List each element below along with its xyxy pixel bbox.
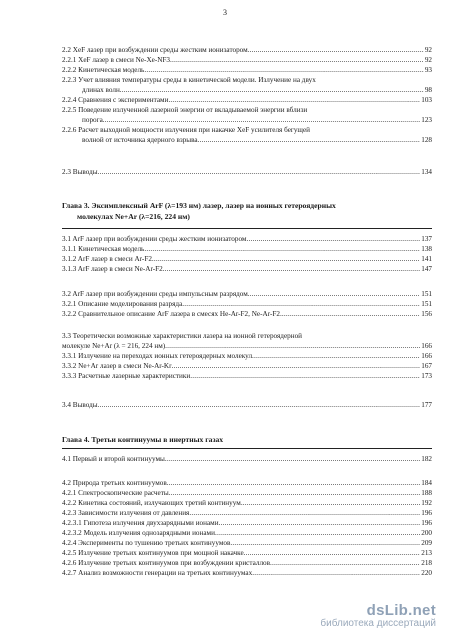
toc-entry: [62, 105, 432, 115]
toc-entry-title: 4.2.7 Анализ возможности генерации на третьих континуумах: [62, 569, 253, 577]
toc-entry-title: 3.1.3 ArF лазер в смеси Ne-Ar-F2: [62, 265, 163, 273]
leader-dots: [98, 400, 421, 410]
toc-section-4-1: [62, 454, 432, 464]
toc-entry: [62, 548, 432, 558]
toc-entry-title: 2.2.5 Поведение излученной лазерной энергии от вкладываемой энергии вблизи: [62, 106, 308, 114]
toc-page-number: 196: [421, 509, 432, 517]
leader-dots: [241, 498, 420, 508]
watermark-logo: dsLib.net: [366, 602, 436, 619]
toc-section-2-3: [62, 167, 432, 177]
chapter-3-title-line1: Глава 3. Эксимплексный ArF (λ=193 нм) лазер, лазер на ионных гетероядерных: [62, 201, 336, 210]
toc-entry-title: 4.2.1 Спектроскопические расчеты: [62, 489, 169, 497]
chapter-3-rule: [62, 228, 432, 229]
leader-dots: [198, 135, 421, 145]
toc-entry: [62, 45, 432, 55]
toc-entry: [62, 125, 432, 135]
toc-page-number: 134: [421, 168, 432, 176]
chapter-4-heading: [62, 434, 432, 445]
toc-entry-title: 3.3.3 Расчетные лазерные характеристики: [62, 372, 191, 380]
toc-entry-title: 4.2.6 Излучение третьих континуумов при возбуждении кристаллов: [62, 559, 271, 567]
toc-entry-title: 4.2.4 Эксперименты по тушению третьих континуумов: [62, 539, 231, 547]
toc-page-number: 177: [421, 401, 432, 409]
leader-dots: [144, 65, 423, 75]
leader-dots: [248, 45, 424, 55]
leader-dots: [248, 289, 420, 299]
leader-dots: [244, 548, 421, 558]
toc-page-number: 98: [424, 86, 432, 94]
chapter-4-rule: [62, 448, 432, 449]
watermark: [320, 602, 436, 629]
toc-entry-continuation: [62, 115, 432, 125]
leader-dots: [246, 234, 420, 244]
leader-dots: [182, 299, 420, 309]
leader-dots: [252, 568, 420, 578]
toc-entry-title: 3.3.1 Излучение на переходах ионных гетероядерных молекул: [62, 352, 253, 360]
leader-dots: [152, 254, 420, 264]
toc-page-number: 151: [421, 290, 432, 298]
toc-page-number: 92: [424, 56, 432, 64]
toc-entry-title: 3.1 ArF лазер при возбуждении среды жестким ионизатором: [62, 235, 247, 243]
toc-page-number: 123: [421, 116, 432, 124]
toc-section-3-4: [62, 400, 432, 410]
leader-dots: [230, 538, 420, 548]
toc-entry-title: 4.2.5 Излучение третьих континуумов при мощной накачке: [62, 549, 244, 557]
toc-entry-title: 2.2.6 Расчет выходной мощности излучения при накачке XeF усилителя бегущей: [62, 126, 310, 134]
toc-entry-title: 3.3 Теоретически возможные характеристики лазера на ионной гетероядерной: [62, 332, 303, 340]
toc-section-3-1: [62, 234, 432, 274]
toc-page-number: 156: [421, 310, 432, 318]
toc-entry: [62, 234, 432, 244]
leader-dots: [168, 95, 420, 105]
toc-entry: [62, 454, 432, 464]
chapter-3-title-line2: молекулах Ne+Ar (λ=216, 224 нм): [77, 212, 190, 221]
toc-entry: [62, 371, 432, 381]
toc-entry: [62, 361, 432, 371]
toc-entry-title: 3.2 ArF лазер при возбуждении среды импульсным разрядом: [62, 290, 248, 298]
toc-entry-title-continued: порога: [82, 116, 103, 124]
toc-entry: [62, 65, 432, 75]
page-number: 3: [223, 8, 227, 17]
toc-entry-title: 4.1 Первый и второй континуумы: [62, 455, 165, 463]
toc-entry: [62, 488, 432, 498]
toc-entry-continuation: [62, 85, 432, 95]
toc-entry-title: 2.2.1 XeF лазер в смеси Ne-Xe-NF3: [62, 56, 171, 64]
toc-page-number: 151: [421, 300, 432, 308]
toc-entry-title-continued: молекуле Ne+Ar (λ = 216, 224 нм): [62, 342, 166, 350]
toc-entry: [62, 331, 432, 341]
leader-dots: [219, 518, 421, 528]
toc-entry-title: 2.2.2 Кинетическая модель: [62, 66, 145, 74]
toc-section-3-2: [62, 289, 432, 319]
toc-entry-title: 4.2.3.1 Гипотеза излучения двухзарядными ионами: [62, 519, 219, 527]
toc-page-number: 192: [421, 499, 432, 507]
toc-entry-title: 4.2.2 Кинетика состояний, излучающих третий континуум: [62, 499, 241, 507]
toc-entry-title: 3.2.2 Сравнительное описание ArF лазера в смесях He-Ar-F2, Ne-Ar-F2: [62, 310, 280, 318]
toc-entry: [62, 289, 432, 299]
toc-page-number: 128: [421, 136, 432, 144]
toc-section-2-2: [62, 45, 432, 145]
toc-page-number: 196: [421, 519, 432, 527]
leader-dots: [172, 361, 421, 371]
toc-entry-title: 4.2 Природа третьих континуумов: [62, 479, 167, 487]
leader-dots: [270, 558, 420, 568]
toc-entry-title: 3.1.1 Кинетическая модель: [62, 245, 145, 253]
toc-entry: [62, 568, 432, 578]
leader-dots: [103, 115, 420, 125]
toc-page-number: 138: [421, 245, 432, 253]
chapter-3-heading: [62, 200, 432, 222]
toc-page-number: 92: [424, 46, 432, 54]
leader-dots: [215, 528, 420, 538]
toc-entry-title: 3.2.1 Описание моделирования разряда: [62, 300, 183, 308]
toc-entry: [62, 351, 432, 361]
toc-page-number: 209: [421, 539, 432, 547]
toc-entry: [62, 254, 432, 264]
toc-entry-title: 4.2.3 Зависимости излучения от давления: [62, 509, 190, 517]
toc-entry-title: 2.2 XeF лазер при возбуждении среды жестким ионизатором: [62, 46, 248, 54]
leader-dots: [120, 85, 424, 95]
toc-entry: [62, 538, 432, 548]
toc-entry-continuation: [62, 341, 432, 351]
toc-page-number: 167: [421, 362, 432, 370]
toc-entry-title: 3.1.2 ArF лазер в смеси Ar-F2: [62, 255, 152, 263]
toc-entry: [62, 508, 432, 518]
watermark-subtitle: библиотека диссертаций: [320, 618, 436, 629]
toc-page-number: 184: [421, 479, 432, 487]
toc-page-number: 93: [424, 66, 432, 74]
toc-page-number: 147: [421, 265, 432, 273]
toc-page-number: 213: [421, 549, 432, 557]
toc-entry: [62, 498, 432, 508]
toc-page-number: 173: [421, 372, 432, 380]
toc-entry: [62, 309, 432, 319]
toc-entry: [62, 95, 432, 105]
toc-entry: [62, 244, 432, 254]
leader-dots: [252, 351, 420, 361]
leader-dots: [170, 55, 424, 65]
toc-section-4-2: [62, 478, 432, 578]
toc-page-number: 166: [421, 352, 432, 360]
toc-page-number: 141: [421, 255, 432, 263]
leader-dots: [189, 508, 420, 518]
toc-entry: [62, 55, 432, 65]
leader-dots: [165, 341, 420, 351]
toc-entry-title-continued: волной от источника ядерного взрыва: [82, 136, 198, 144]
toc-section-3-3: [62, 331, 432, 381]
leader-dots: [280, 309, 420, 319]
toc-page-number: 182: [421, 455, 432, 463]
toc-entry: [62, 167, 432, 177]
leader-dots: [144, 244, 420, 254]
toc-page-number: 218: [421, 559, 432, 567]
leader-dots: [167, 478, 420, 488]
toc-page-number: 188: [421, 489, 432, 497]
toc-entry-title: 3.3.2 Ne+Ar лазер в смеси Ne-Ar-Kr: [62, 362, 172, 370]
toc-entry: [62, 299, 432, 309]
toc-entry: [62, 528, 432, 538]
leader-dots: [98, 167, 421, 177]
toc-entry-title: 4.2.3.2 Модель излучения однозарядными ионами: [62, 529, 215, 537]
toc-page-number: 220: [421, 569, 432, 577]
toc-entry: [62, 75, 432, 85]
toc-page-number: 103: [421, 96, 432, 104]
toc-entry-title-continued: длинах волн: [82, 86, 120, 94]
chapter-4-title: Глава 4. Третьи континуумы в инертных газах: [62, 435, 224, 444]
toc-entry-title: 2.2.3 Учет влияния температуры среды в кинетической модели. Излучение на двух: [62, 76, 316, 84]
toc-entry-title: 2.2.4 Сравнения с экспериментами: [62, 96, 169, 104]
toc-entry-title: 3.4 Выводы: [62, 401, 98, 409]
toc-page-number: 200: [421, 529, 432, 537]
toc-entry: [62, 558, 432, 568]
leader-dots: [165, 454, 420, 464]
toc-page-number: 137: [421, 235, 432, 243]
leader-dots: [190, 371, 420, 381]
toc-entry: [62, 264, 432, 274]
toc-entry: [62, 518, 432, 528]
toc-entry-continuation: [62, 135, 432, 145]
toc-page-number: 166: [421, 342, 432, 350]
leader-dots: [169, 488, 421, 498]
toc-entry: [62, 400, 432, 410]
toc-entry-title: 2.3 Выводы: [62, 168, 98, 176]
toc-entry: [62, 478, 432, 488]
leader-dots: [163, 264, 421, 274]
